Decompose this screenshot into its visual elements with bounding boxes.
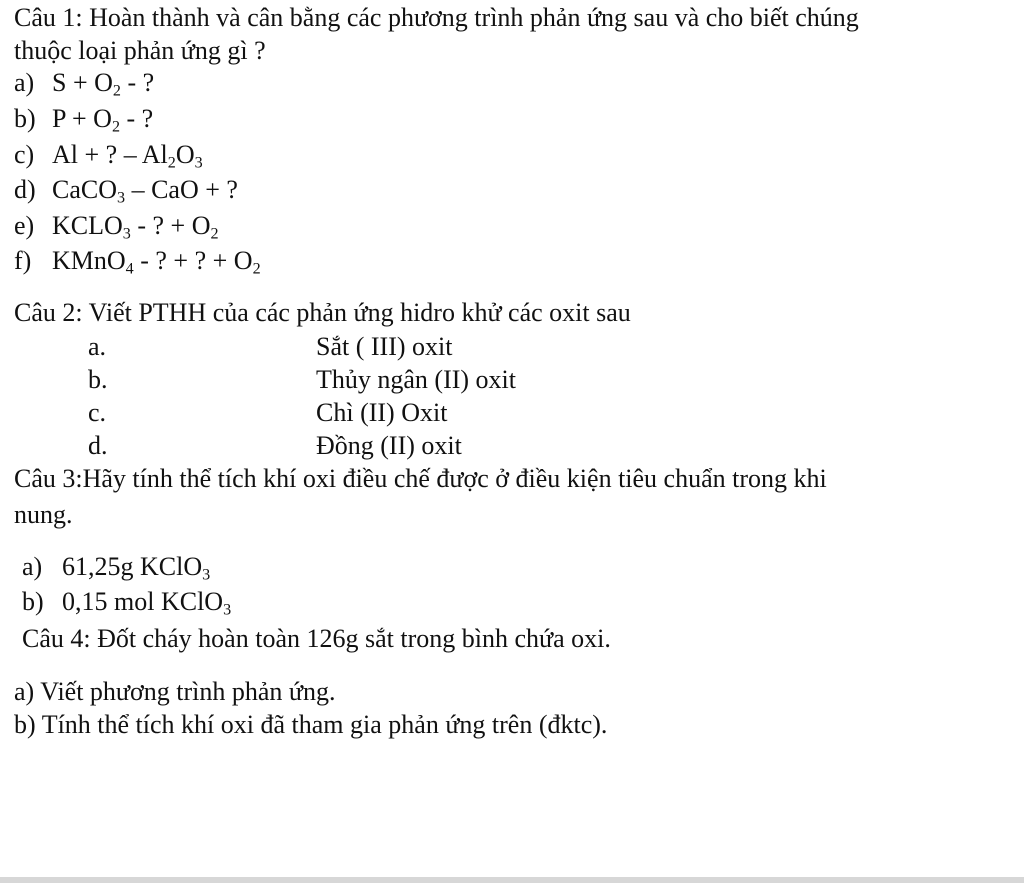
oxide-name: Đồng (II) oxit	[316, 431, 462, 460]
amount: 61,25g KClO$_3$	[62, 552, 211, 584]
item-label: e)	[14, 211, 35, 240]
row-letter: c.	[88, 398, 107, 427]
item-label: c)	[14, 140, 35, 169]
item-label: f)	[14, 246, 32, 275]
row-letter: d.	[88, 431, 108, 460]
equation: $S + O_2$ - ?	[52, 68, 155, 100]
q4-part-b: b) Tính thể tích khí oxi đã tham gia phản ứng trên (đktc).	[14, 710, 608, 739]
page-bottom-divider	[0, 877, 1024, 883]
q3-title-line2: nung.	[14, 500, 73, 529]
q2-title: Câu 2: Viết PTHH của các phản ứng hidro khử các oxit sau	[14, 298, 631, 327]
equation: Al + ? – $Al_2O_3$	[52, 140, 203, 172]
item-label: a)	[14, 68, 35, 97]
equation: CaCO$_3$ – CaO + ?	[52, 175, 238, 207]
q4-part-a: a) Viết phương trình phản ứng.	[14, 677, 336, 706]
equation: $P + O_2$ - ?	[52, 104, 154, 136]
equation: KMnO$_4$ - ? + ? + $O_2$	[52, 246, 261, 278]
q1-title-line1: Câu 1: Hoàn thành và cân bằng các phương trình phản ứng sau và cho biết chúng	[14, 3, 859, 32]
q1-title-line2: thuộc loại phản ứng gì ?	[14, 36, 266, 65]
item-label: a)	[22, 552, 43, 581]
item-label: d)	[14, 175, 36, 204]
oxide-name: Sắt ( III) oxit	[316, 332, 453, 361]
q3-title-line1: Câu 3:Hãy tính thể tích khí oxi điều chế được ở điều kiện tiêu chuẩn trong khi	[14, 464, 827, 493]
oxide-name: Thủy ngân (II) oxit	[316, 365, 517, 394]
row-letter: b.	[88, 365, 108, 394]
oxide-name: Chì (II) Oxit	[316, 398, 448, 427]
item-label: b)	[14, 104, 36, 133]
item-label: b)	[22, 587, 44, 616]
q4-title: Câu 4: Đốt cháy hoàn toàn 126g sắt trong bình chứa oxi.	[22, 624, 611, 653]
equation: $KCLO_3$ - ? + $O_2$	[52, 211, 219, 243]
amount: 0,15 mol KClO$_3$	[62, 587, 232, 619]
row-letter: a.	[88, 332, 107, 361]
